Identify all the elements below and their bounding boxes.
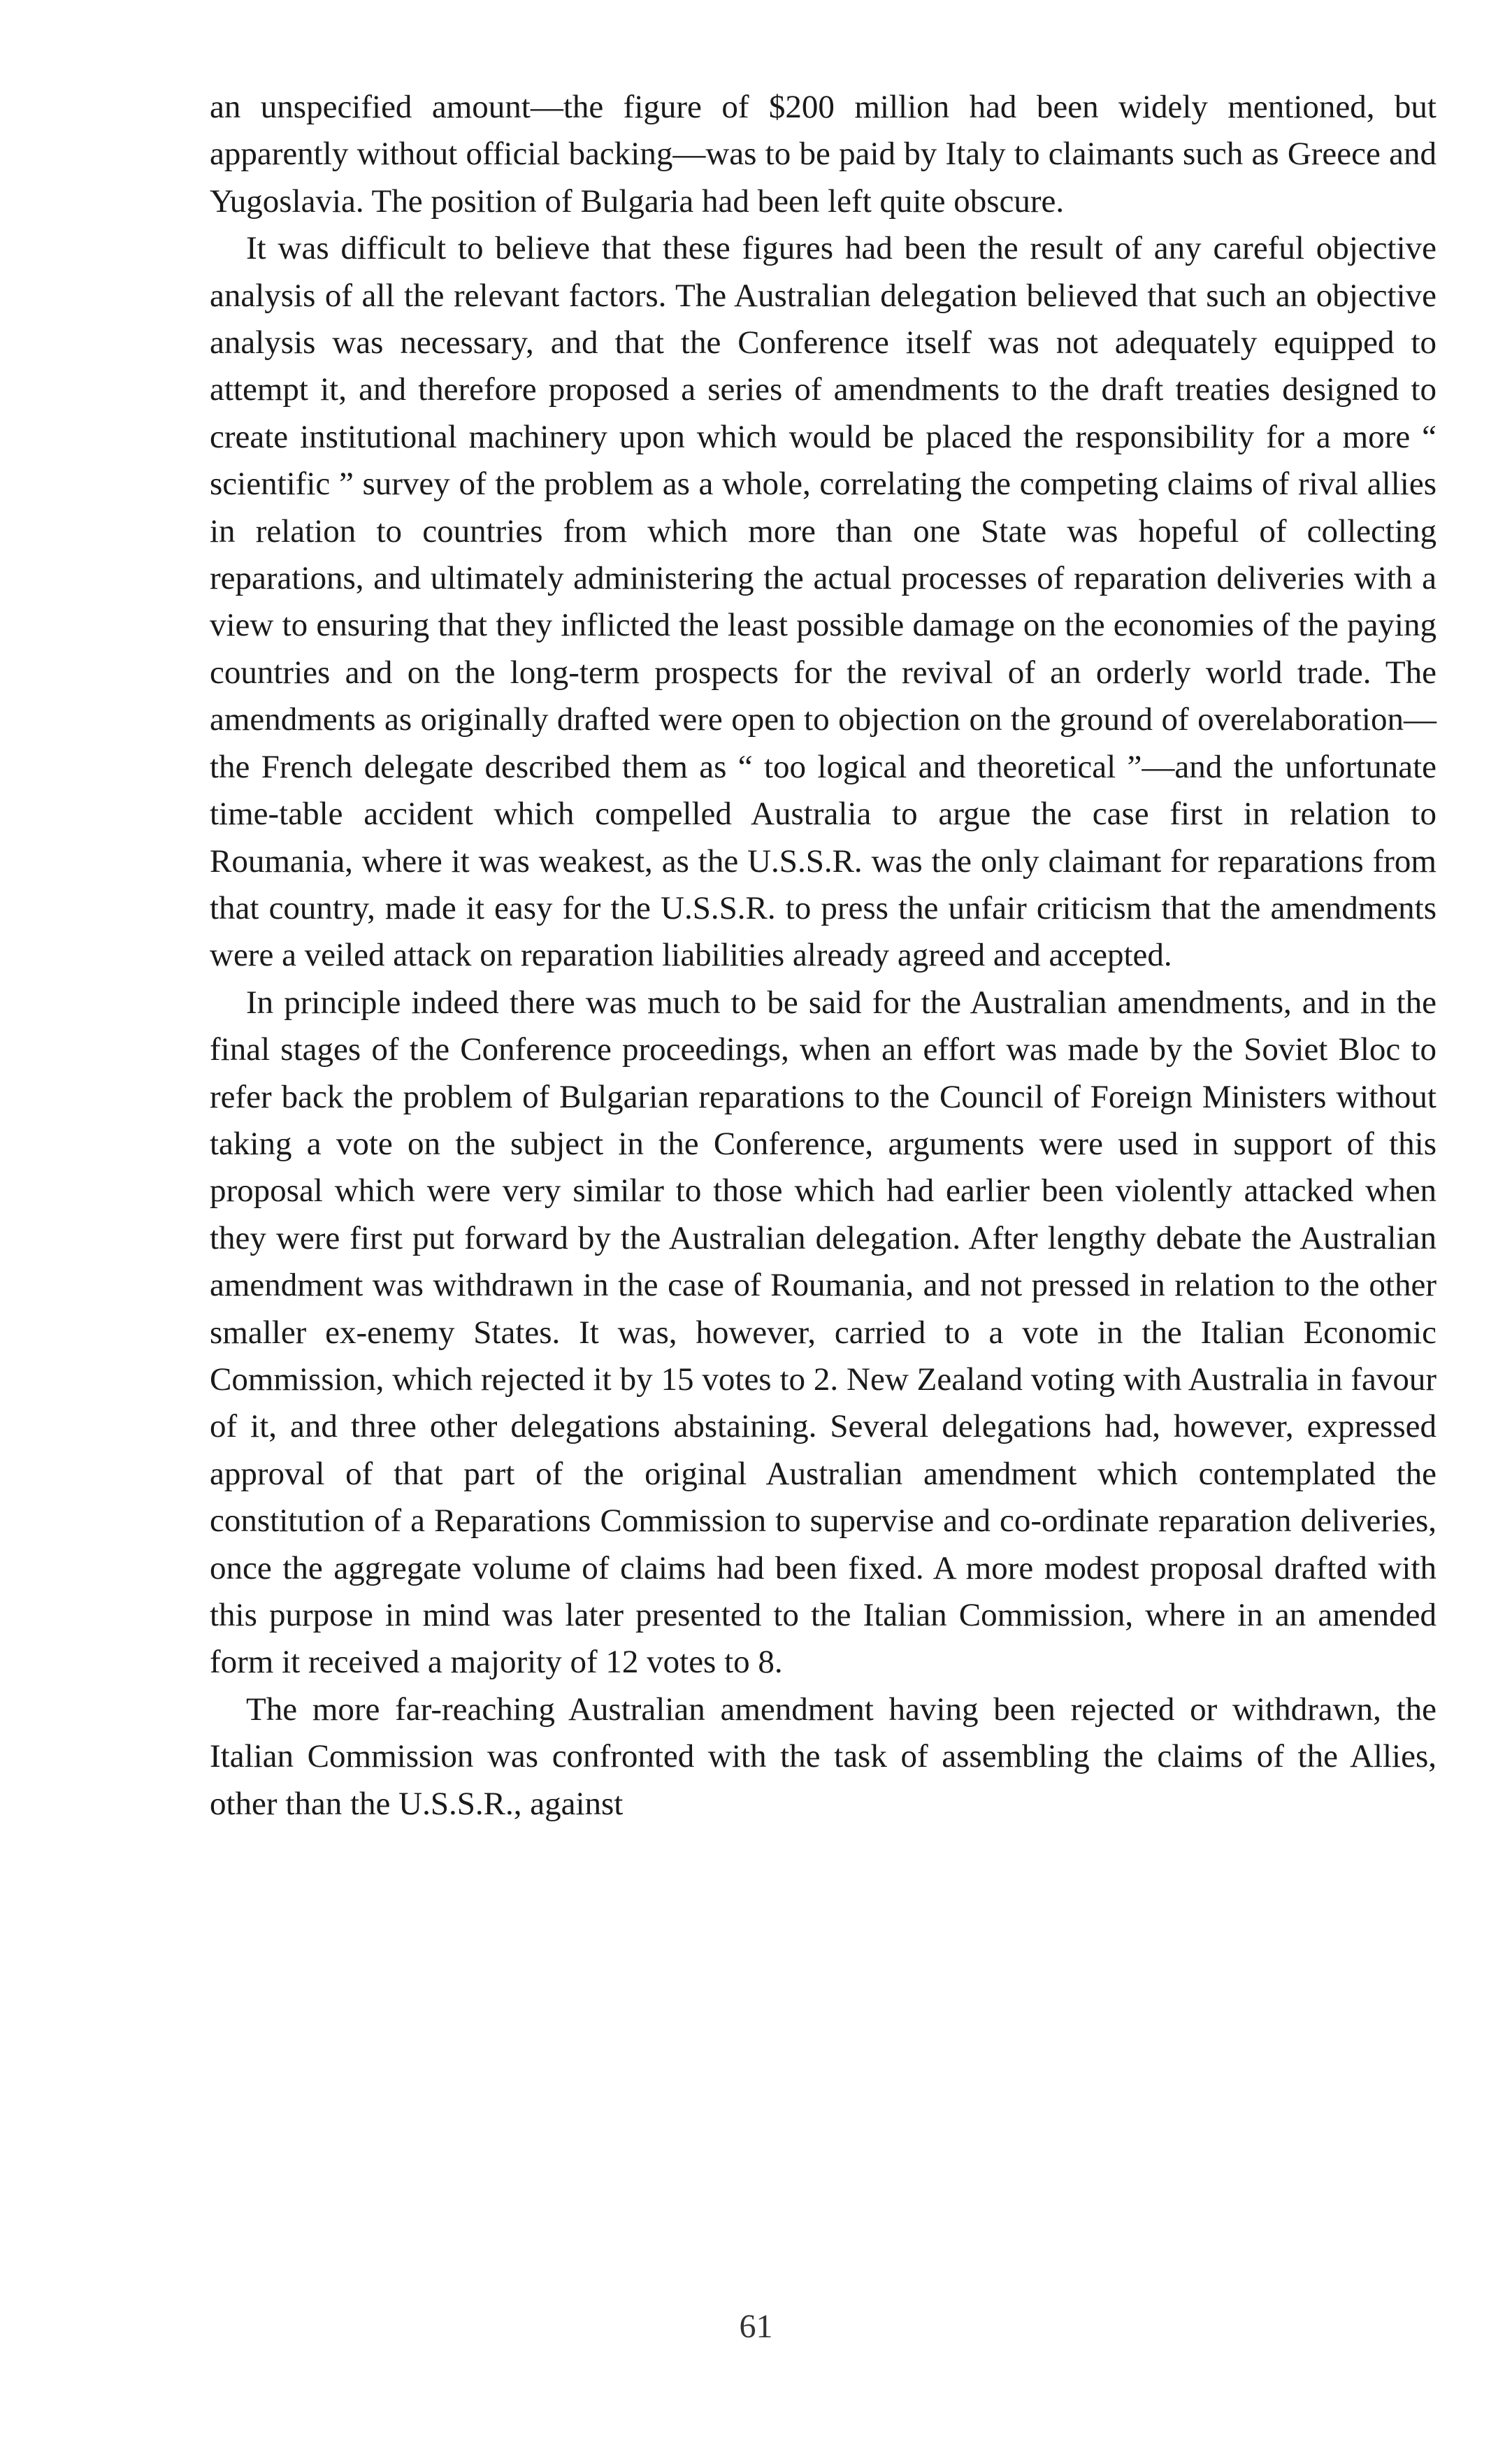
paragraph-continuation: an unspecified amount—the figure of $200 million had been widely mentioned, but apparently without official backing—was to be paid by Italy to claimants such as Greece and Yugoslavia. The position of Bulgaria had been left quite obscure.	[210, 89, 1437, 220]
paragraph-principle: In principle indeed there was much to be said for the Australian amendments, and in the final stages of the Conference proceedings, when an effort was made by the Soviet Bloc to refer back the problem of Bulgarian reparations to the Council of Foreign Ministers without taking a vote on the subject in the Conference, arguments were used in support of this proposal which were very similar to those which had earlier been violently attacked when they were first put forward by the Australian delegation. After lengthy debate the Australian amendment was withdrawn in the case of Roumania, and not pressed in relation to the other smaller ex-enemy States. It was, however, carried to a vote in the Italian Economic Commission, which rejected it by 15 votes to 2. New Zealand voting with Australia in favour of it, and three other delegations abstaining. Several delegations had, however, expressed approval of that part of the original Australian amendment which contemplated the constitution of a Reparations Commission to supervise and co-ordinate reparation deliveries, once the aggregate volume of claims had been fixed. A more modest proposal drafted with this purpose in mind was later presented to the Italian Commission, where in an amended form it received a majority of 12 votes to 8.	[210, 984, 1437, 1681]
paragraph-italian-commission: The more far-reaching Australian amendment having been rejected or withdrawn, the Italian Commission was confronted with the task of assembling the claims of the Allies, other than the U.S.S.R., against	[210, 1691, 1437, 1822]
page-body	[210, 84, 1437, 1828]
paragraph-analysis: It was difficult to believe that these figures had been the result of any careful objective analysis of all the relevant factors. The Australian delegation believed that such an objective analysis was necessary, and that the Conference itself was not adequately equipped to attempt it, and therefore proposed a series of amendments to the draft treaties designed to create institutional machinery upon which would be placed the responsibility for a more “ scientific ” survey of the problem as a whole, correlating the competing claims of rival allies in relation to countries from which more than one State was hopeful of collecting reparations, and ultimately administering the actual processes of reparation deliveries with a view to ensuring that they inflicted the least possible damage on the economies of the paying countries and on the long-term prospects for the revival of an orderly world trade. The amendments as originally drafted were open to objection on the ground of overelaboration—the French delegate described them as “ too logical and theoretical ”—and the unfortunate time-table accident which compelled Australia to argue the case first in relation to Roumania, where it was weakest, as the U.S.S.R. was the only claimant for reparations from that country, made it easy for the U.S.S.R. to press the unfair criticism that the amendments were a veiled attack on reparation liabilities already agreed and accepted.	[210, 230, 1437, 974]
page-number: 61	[739, 2308, 773, 2345]
